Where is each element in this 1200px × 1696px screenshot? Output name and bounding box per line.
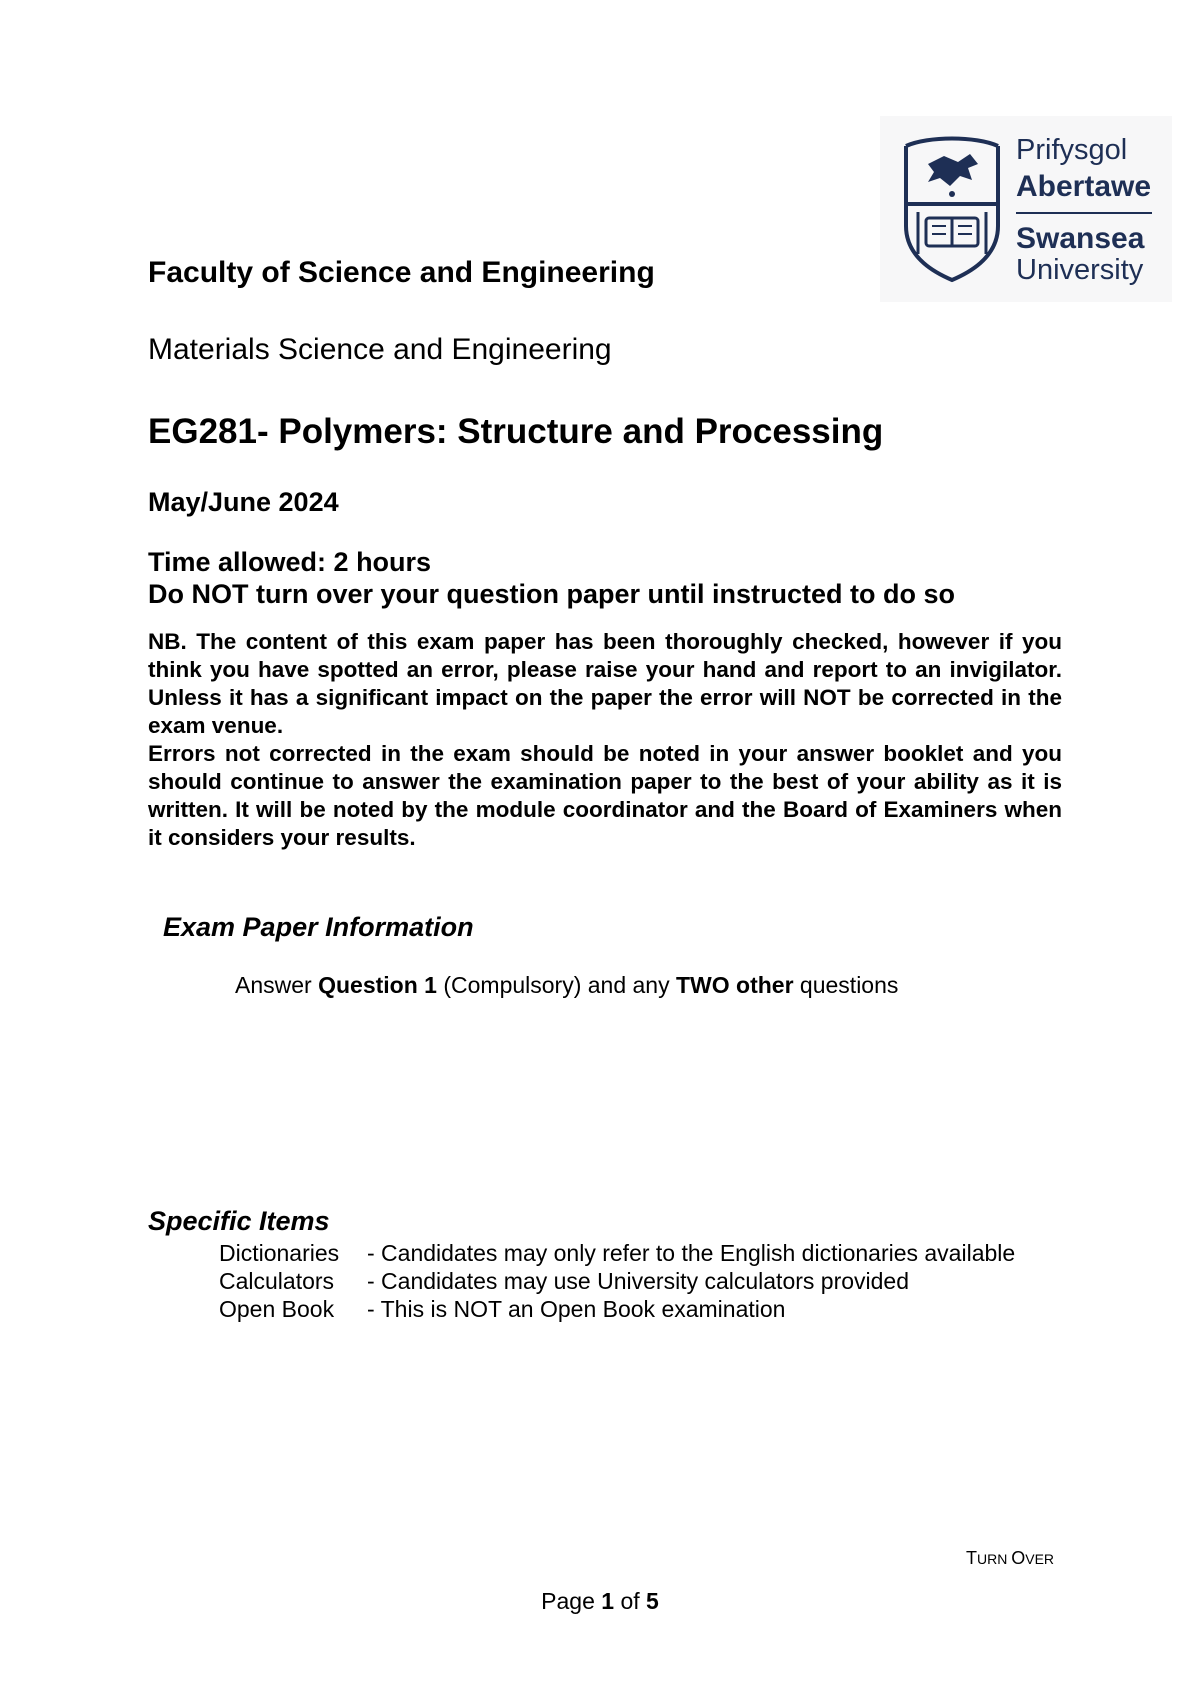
answer-suffix: questions bbox=[793, 972, 899, 998]
answer-prefix: Answer bbox=[235, 972, 319, 998]
specific-item-text: - This is NOT an Open Book examination bbox=[367, 1296, 786, 1322]
page-current: 1 bbox=[601, 1588, 615, 1614]
nb-label: NB. bbox=[148, 629, 187, 654]
specific-items-title: Specific Items bbox=[148, 1206, 330, 1236]
specific-item-row bbox=[219, 1240, 1015, 1268]
specific-item-text: - Candidates may only refer to the English dictionaries available bbox=[367, 1240, 1016, 1266]
time-allowed: Time allowed: 2 hours bbox=[148, 547, 432, 577]
page-number bbox=[0, 1588, 1200, 1616]
logo-text-abertawe: Abertawe bbox=[1016, 170, 1152, 203]
page-prefix: Page bbox=[541, 1588, 602, 1614]
logo-text-prifysgol: Prifysgol bbox=[1016, 134, 1128, 166]
logo-text-swansea: Swansea bbox=[1016, 222, 1145, 255]
errors-paragraph: Errors not corrected in the exam should be noted in your answer booklet and you should continue to answer the examination paper to the best of your ability as it is written. It will be noted by the module coordinator and the Board of Examiners when it considers your results. bbox=[148, 741, 1062, 850]
answer-two-other: TWO other bbox=[676, 972, 794, 998]
swansea-crest-icon bbox=[898, 134, 1006, 284]
page-total: 5 bbox=[646, 1588, 659, 1614]
turn-over-instruction: Do NOT turn over your question paper until instructed to do so bbox=[148, 579, 956, 609]
specific-item-row bbox=[219, 1268, 909, 1296]
turn-over-label bbox=[966, 1548, 1054, 1570]
turn-over-o: O bbox=[1011, 1548, 1026, 1568]
specific-item-label: Open Book bbox=[219, 1296, 335, 1322]
specific-item-row bbox=[219, 1296, 785, 1324]
page-of: of bbox=[614, 1588, 647, 1614]
logo-divider bbox=[1016, 212, 1152, 214]
module-title: EG281- Polymers: Structure and Processing bbox=[148, 412, 884, 451]
turn-over-ver: VER bbox=[1025, 1551, 1055, 1567]
error-notice bbox=[148, 628, 1062, 852]
answer-question-1: Question 1 bbox=[318, 972, 437, 998]
answer-instruction bbox=[235, 972, 898, 1000]
exam-date: May/June 2024 bbox=[148, 487, 339, 517]
specific-item-label: Calculators bbox=[219, 1268, 335, 1294]
specific-item-label: Dictionaries bbox=[219, 1240, 340, 1266]
nb-text: The content of this exam paper has been thoroughly checked, however if you think you have spotted an error, please raise your hand and report to an invigilator. Unless it has a significant impact on the paper the error will NOT be corrected in the exam venue. bbox=[148, 629, 1062, 738]
turn-over-urn: URN bbox=[977, 1551, 1012, 1567]
specific-item-text: - Candidates may use University calculators provided bbox=[367, 1268, 910, 1294]
faculty-title: Faculty of Science and Engineering bbox=[148, 256, 655, 289]
university-logo bbox=[880, 116, 1172, 302]
logo-text-university: University bbox=[1016, 254, 1144, 286]
department-title: Materials Science and Engineering bbox=[148, 333, 612, 366]
turn-over-t: T bbox=[966, 1548, 977, 1568]
nb-paragraph bbox=[148, 628, 1062, 740]
exam-info-title: Exam Paper Information bbox=[163, 912, 474, 942]
answer-mid: (Compulsory) and any bbox=[436, 972, 676, 998]
